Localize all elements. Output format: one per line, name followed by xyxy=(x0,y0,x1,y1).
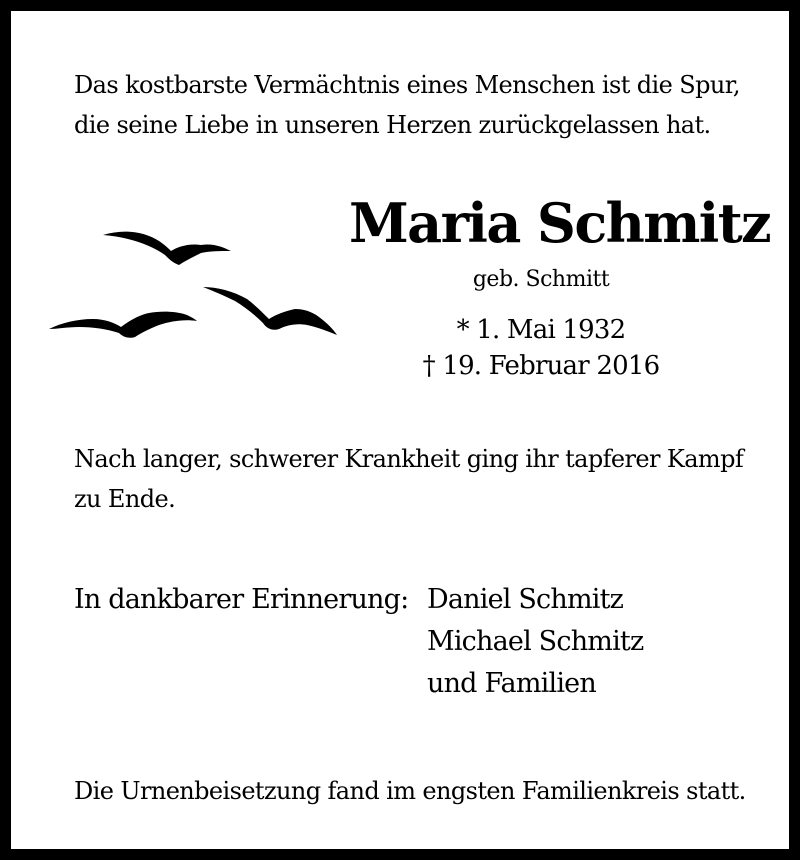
message-line-2: zu Ende. xyxy=(74,485,176,513)
birth-name: geb. Schmitt xyxy=(472,267,610,292)
quote-line-1: Das kostbarste Vermächtnis eines Menschen ist die Spur, xyxy=(74,71,740,99)
deceased-name: Maria Schmitz xyxy=(349,191,771,255)
message-line-1: Nach langer, schwerer Krankheit ging ihr tapferer Kampf xyxy=(74,445,744,473)
quote-line-2: die seine Liebe in unseren Herzen zurückgelassen hat. xyxy=(74,111,711,139)
bird-icon xyxy=(203,287,337,335)
mourner-name: Daniel Schmitz xyxy=(427,584,624,615)
death-date: † 19. Februar 2016 xyxy=(422,351,660,381)
mourner-name: und Familien xyxy=(427,668,596,699)
birth-date: * 1. Mai 1932 xyxy=(456,315,626,345)
flying-birds-icon xyxy=(41,211,351,351)
bird-icon xyxy=(49,312,197,338)
remembrance-label: In dankbarer Erinnerung: xyxy=(74,584,409,615)
mourner-name: Michael Schmitz xyxy=(427,626,644,657)
bird-icon xyxy=(103,232,231,265)
burial-note: Die Urnenbeisetzung fand im engsten Familienkreis statt. xyxy=(74,777,746,805)
